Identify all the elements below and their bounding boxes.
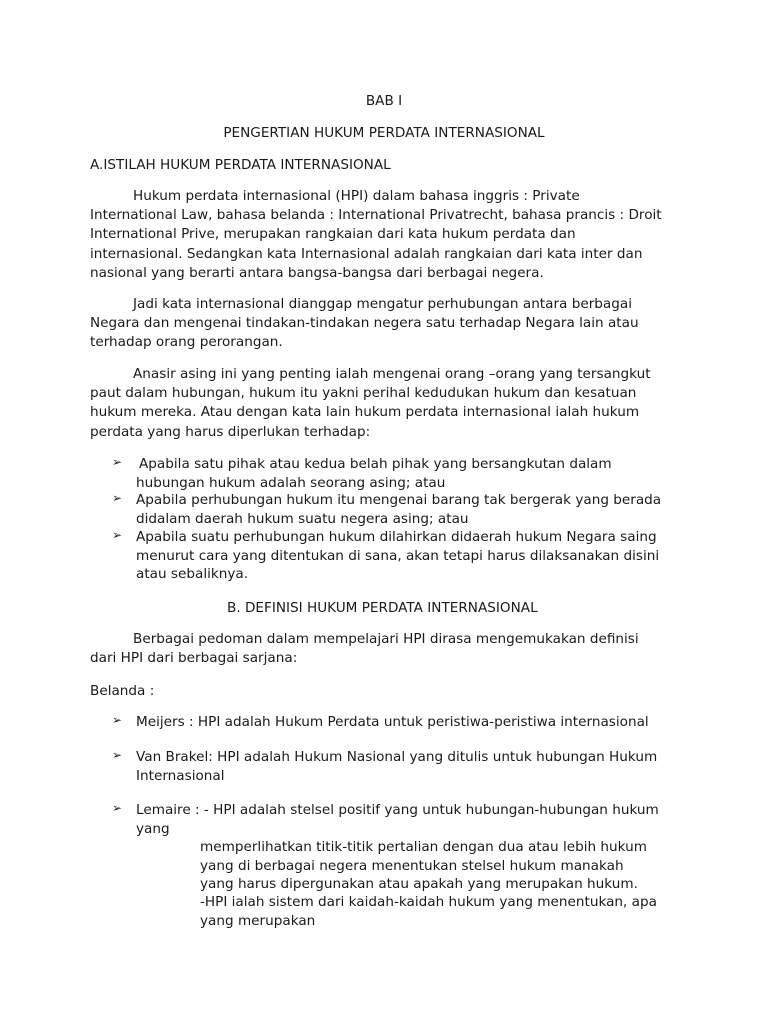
text-line: Hukum perdata internasional (HPI) dalam bahasa inggris : Private: [133, 188, 580, 204]
text-line: yang merupakan: [200, 912, 316, 929]
text-line: terhadap orang perorangan.: [90, 334, 283, 351]
section-a-title: A.ISTILAH HUKUM PERDATA INTERNASIONAL: [90, 157, 391, 173]
text-line: Anasir asing ini yang penting ialah mengenai orang –orang yang tersangkut: [133, 366, 651, 382]
list-item: [112, 528, 659, 584]
arrow-bullet-icon: ➢: [112, 713, 123, 727]
text-line: Van Brakel: HPI adalah Hukum Nasional yang ditulis untuk hubungan Hukum: [136, 749, 658, 765]
text-line: dari HPI dari berbagai sarjana:: [90, 650, 298, 667]
text-line: nasional yang berarti antara bangsa-bangsa dari berbagai negera.: [90, 264, 544, 281]
section-b-paragraph-1: [90, 630, 690, 668]
text-line: Jadi kata internasional dianggap mengatur perhubungan antara berbagai: [133, 296, 632, 312]
text-line: International Law, bahasa belanda : International Privatrecht, bahasa prancis : Droit: [90, 207, 662, 224]
lemaire-continuation: [200, 838, 680, 894]
text-line: Berbagai pedoman dalam mempelajari HPI dirasa mengemukakan definisi: [133, 631, 639, 647]
arrow-bullet-icon: ➢: [112, 748, 123, 762]
belanda-label: Belanda :: [90, 683, 155, 699]
text-line: yang di berbagai negera menentukan stelsel hukum manakah: [200, 857, 624, 874]
section-a-paragraph-3: [90, 365, 690, 442]
text-line: Lemaire : - HPI adalah stelsel positif yang untuk hubungan-hubungan hukum: [136, 802, 659, 818]
text-line: perdata yang harus diperlukan terhadap:: [90, 423, 371, 440]
section-b-title: B. DEFINISI HUKUM PERDATA INTERNASIONAL: [227, 600, 538, 616]
arrow-bullet-icon: ➢: [112, 491, 123, 505]
text-line: yang harus dipergunakan atau apakah yang merupakan hukum.: [200, 876, 638, 893]
list-item: [112, 748, 657, 785]
list-item: [112, 713, 649, 732]
text-line: Apabila perhubungan hukum itu mengenai barang tak bergerak yang berada: [136, 492, 662, 508]
text-line: hubungan hukum adalah seorang asing; atau: [136, 474, 446, 491]
text-line: Internasional: [136, 767, 225, 784]
text-line: -HPI ialah sistem dari kaidah-kaidah hukum yang menentukan, apa: [200, 894, 657, 910]
document-title: PENGERTIAN HUKUM PERDATA INTERNASIONAL: [223, 125, 545, 141]
text-line: memperlihatkan titik-titik pertalian dengan dua atau lebih hukum: [200, 839, 647, 855]
section-a-paragraph-2: [90, 295, 690, 353]
text-line: menurut cara yang ditentukan di sana, akan tetapi harus dilaksanakan disini: [136, 547, 660, 564]
arrow-bullet-icon: ➢: [112, 801, 123, 815]
text-line: yang: [136, 820, 170, 837]
chapter-heading: BAB I: [365, 93, 403, 109]
text-line: Negara dan mengenai tindakan-tindakan negera satu terhadap Negara lain atau: [90, 315, 639, 332]
text-line: didalam daerah hukum suatu negera asing; atau: [136, 510, 469, 527]
text-line: atau sebaliknya.: [136, 566, 249, 583]
arrow-bullet-icon: ➢: [112, 528, 123, 542]
text-line: paut dalam hubungan, hukum itu yakni perihal kedudukan hukum dan kesatuan: [90, 385, 637, 402]
text-line: International Prive, merupakan rangkaian dari kata hukum perdata dan: [90, 226, 576, 243]
text-line: internasional. Sedangkan kata Internasional adalah rangkaian dari kata inter dan: [90, 245, 643, 262]
list-item: [112, 491, 661, 528]
text-line: Meijers : HPI adalah Hukum Perdata untuk peristiwa-peristiwa internasional: [136, 714, 649, 730]
section-a-paragraph-1: [90, 187, 690, 283]
list-item: [112, 801, 659, 838]
text-line: Apabila satu pihak atau kedua belah pihak yang bersangkutan dalam: [139, 456, 612, 472]
text-line: hukum mereka. Atau dengan kata lain hukum perdata internasional ialah hukum: [90, 404, 640, 421]
text-line: Apabila suatu perhubungan hukum dilahirkan didaerah hukum Negara saing: [136, 529, 657, 545]
list-item: [112, 455, 612, 492]
lemaire-second-definition: [200, 893, 680, 930]
arrow-bullet-icon: ➢: [112, 455, 123, 469]
